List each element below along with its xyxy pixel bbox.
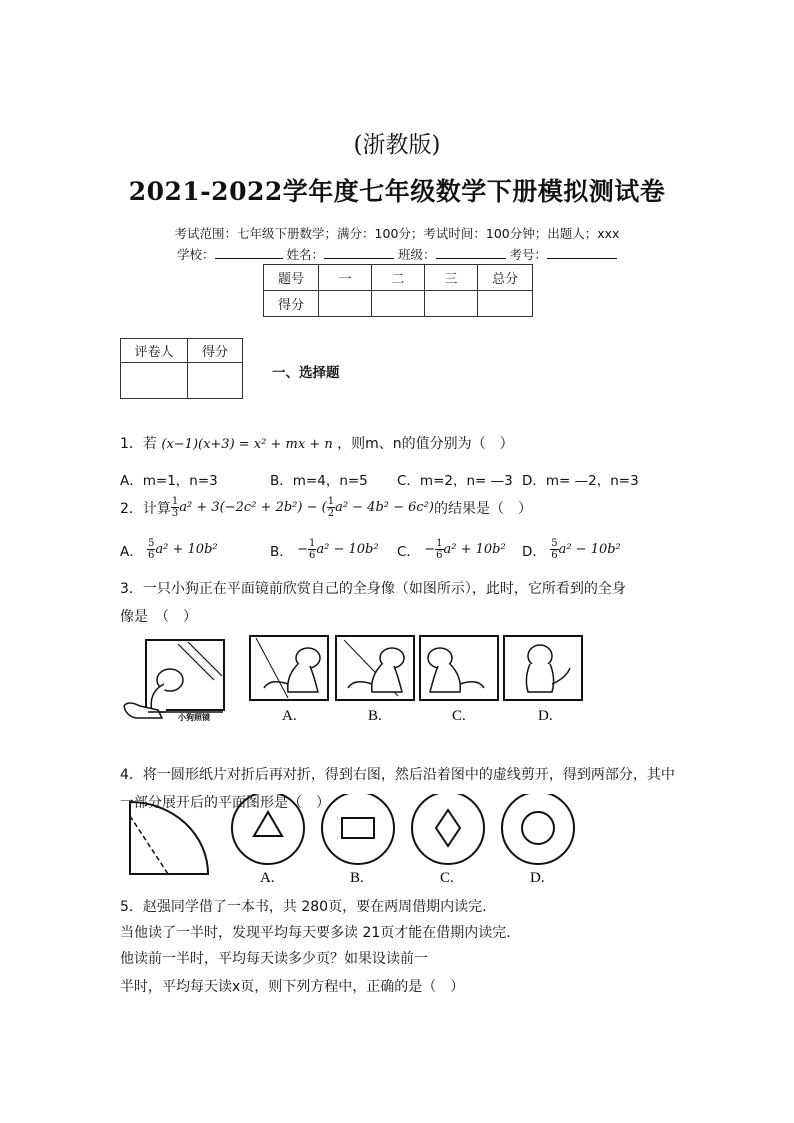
subtitle: (浙教版) — [353, 132, 441, 158]
q4-line-2: 一部分展开后的平面图形是（ ） — [120, 795, 330, 811]
q1-suffix: ，则m、n的值分别为（ ） — [337, 436, 514, 452]
exam-info-line: 考试范围：七年级下册数学；满分：100分；考试时间：100分钟；出题人；xxx — [174, 226, 620, 241]
student-fields — [0, 245, 794, 263]
option-label: D. — [538, 708, 553, 724]
mirror-caption: 小狗照镜 — [178, 713, 210, 722]
class-blank[interactable] — [436, 245, 506, 259]
score-cell[interactable] — [372, 291, 425, 317]
grader-cell[interactable] — [121, 363, 188, 399]
q5-line-4: 半时，平均每天读x页，则下列方程中，正确的是（ ） — [120, 979, 465, 995]
q1-prefix: 1．若 — [120, 436, 157, 452]
dog-options-figure — [248, 634, 588, 726]
option-label: C. — [440, 870, 454, 886]
score-header: 三 — [425, 265, 478, 291]
q1-option-b[interactable]: B．m=4，n=5 — [270, 473, 368, 489]
score-header: 题号 — [264, 265, 319, 291]
option-label: B. — [368, 708, 382, 724]
score-header: 二 — [372, 265, 425, 291]
q2-prefix: 2．计算 — [120, 500, 171, 517]
page-title: 2021-2022学年度七年级数学下册模拟测试卷 — [128, 177, 666, 206]
option-label: A. — [282, 708, 297, 724]
shape-option-a — [232, 794, 304, 886]
exam-no-blank[interactable] — [547, 245, 617, 259]
q1-option-c[interactable]: C．m=2，n= —3 — [397, 473, 513, 489]
dog-option-a — [250, 636, 328, 724]
fraction: $\frac{1}{3}$ — [171, 496, 179, 519]
q3-line-1: 3．一只小狗正在平面镜前欣赏自己的全身像（如图所示），此时，它所看到的全身 — [120, 581, 626, 597]
q3-line-2: 像是 （ ） — [120, 609, 197, 625]
circle-fold-figure — [124, 794, 584, 890]
option-label: D. — [530, 870, 545, 886]
q5-line-1: 5．赵强同学借了一本书，共 280页，要在两周借期内读完. — [120, 899, 487, 915]
school-label: 学校： — [176, 247, 215, 262]
q5-line-3: 他读前一半时，平均每天读多少页？如果设读前一 — [120, 951, 428, 967]
question-2: 2．计算 $\frac{1}{3}$ a² + 3(−2c² + 2b²) − ( $\frac{1}{2}$ a² − 4b² − 6c²) 的结果是（ ） — [120, 496, 532, 519]
fraction: $\frac{1}{2}$ — [327, 496, 335, 519]
shape-option-b — [322, 794, 394, 886]
q1-option-a[interactable]: A．m=1，n=3 — [120, 473, 218, 489]
option-label: B. — [350, 870, 364, 886]
score-cell[interactable] — [478, 291, 533, 317]
option-label: C. — [452, 708, 466, 724]
q2-suffix: 的结果是（ ） — [433, 500, 532, 517]
q4-line-1: 4．将一圆形纸片对折后再对折，得到右图，然后沿着图中的虚线剪开，得到两部分，其中 — [120, 767, 675, 783]
exam-no-label: 考号： — [509, 247, 547, 262]
q2-option-c[interactable]: C． − $\frac{1}{6}$ a² + 10b² — [397, 538, 506, 561]
score-row-label: 得分 — [264, 291, 319, 317]
score-header: 一 — [319, 265, 372, 291]
score-header: 总分 — [478, 265, 533, 291]
grader-header: 得分 — [188, 339, 243, 363]
dog-mirror-figure — [118, 632, 238, 724]
section-title: 一、选择题 — [272, 365, 340, 381]
name-label: 姓名： — [286, 247, 324, 262]
folded-sector — [130, 802, 208, 874]
shape-option-c — [412, 794, 484, 886]
question-1 — [120, 433, 514, 453]
q1-expression: (x−1)(x+3) = x² + mx + n — [161, 437, 333, 452]
score-cell[interactable] — [425, 291, 478, 317]
school-blank[interactable] — [215, 245, 283, 259]
option-label: A. — [260, 870, 275, 886]
name-blank[interactable] — [324, 245, 394, 259]
q5-line-2: 当他读了一半时，发现平均每天要多读 21页才能在借期内读完. — [120, 925, 511, 941]
score-cell[interactable] — [319, 291, 372, 317]
grader-table — [120, 338, 243, 399]
dog-option-c — [420, 636, 498, 724]
shape-option-d — [502, 794, 574, 886]
grader-header: 评卷人 — [121, 339, 188, 363]
dog-option-b — [336, 636, 414, 724]
grader-cell[interactable] — [188, 363, 243, 399]
q2-option-d[interactable]: D． $\frac{5}{6}$ a² − 10b² — [522, 538, 621, 561]
q2-option-b[interactable]: B． − $\frac{1}{6}$ a² − 10b² — [270, 538, 379, 561]
class-label: 班级： — [397, 247, 436, 262]
dog-option-d — [504, 636, 582, 724]
q1-option-d[interactable]: D．m= —2，n=3 — [522, 473, 639, 489]
q2-option-a[interactable]: A． $\frac{5}{6}$ a² + 10b² — [120, 538, 218, 561]
score-table — [263, 264, 533, 317]
